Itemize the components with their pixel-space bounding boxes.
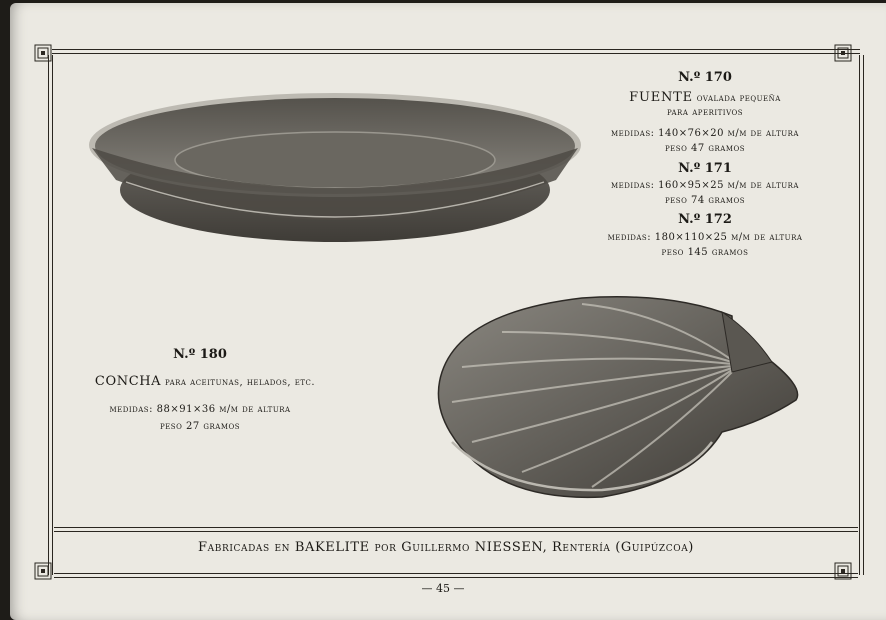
product-180-number: N.º 180 [173,347,227,362]
corner-ornament-icon [34,562,52,580]
product-180-title [74,374,336,389]
product-170-desc-2: para aperitivos [666,106,744,118]
corner-ornament-icon [834,44,852,62]
product-180-name: CONCHA [94,374,162,389]
product-170-name: FUENTE [629,90,693,105]
frame-border [863,55,864,575]
footer-divider [54,527,858,528]
product-172-peso: peso 145 gramos [661,247,749,258]
product-171-peso: peso 74 gramos [664,195,746,206]
shell-dish-image [432,292,802,504]
product-172-medidas: medidas: 180×110×25 m/m de altura [607,232,803,243]
product-180-peso: peso 27 gramos [159,421,241,432]
product-180-medidas: medidas: 88×91×36 m/m de altura [109,404,291,415]
frame-border [52,49,860,50]
frame-border [52,53,860,54]
frame-border [52,55,53,575]
page-number: — 45 — [421,582,465,595]
product-172-number: N.º 172 [678,212,732,227]
frame-border [48,55,49,575]
product-171-number: N.º 171 [678,161,732,176]
footer-divider [54,531,858,532]
product-170-desc: ovalada pequeña [696,93,781,104]
manufacturer-footer: Fabricadas en BAKELITE por Guillermo NIESSEN, Rentería (Guipúzcoa) [198,540,694,555]
product-170-number: N.º 170 [678,70,732,85]
corner-ornament-icon [34,44,52,62]
corner-ornament-icon [834,562,852,580]
product-170-peso: peso 47 gramos [664,143,746,154]
product-171-medidas: medidas: 160×95×25 m/m de altura [611,180,799,191]
frame-border [859,55,860,575]
product-170-title [600,90,810,105]
frame-border [54,573,858,574]
frame-border [54,577,858,578]
product-180-desc: para aceitunas, helados, etc. [165,377,316,388]
oval-dish-image [86,90,584,250]
product-170-medidas: medidas: 140×76×20 m/m de altura [611,128,799,139]
